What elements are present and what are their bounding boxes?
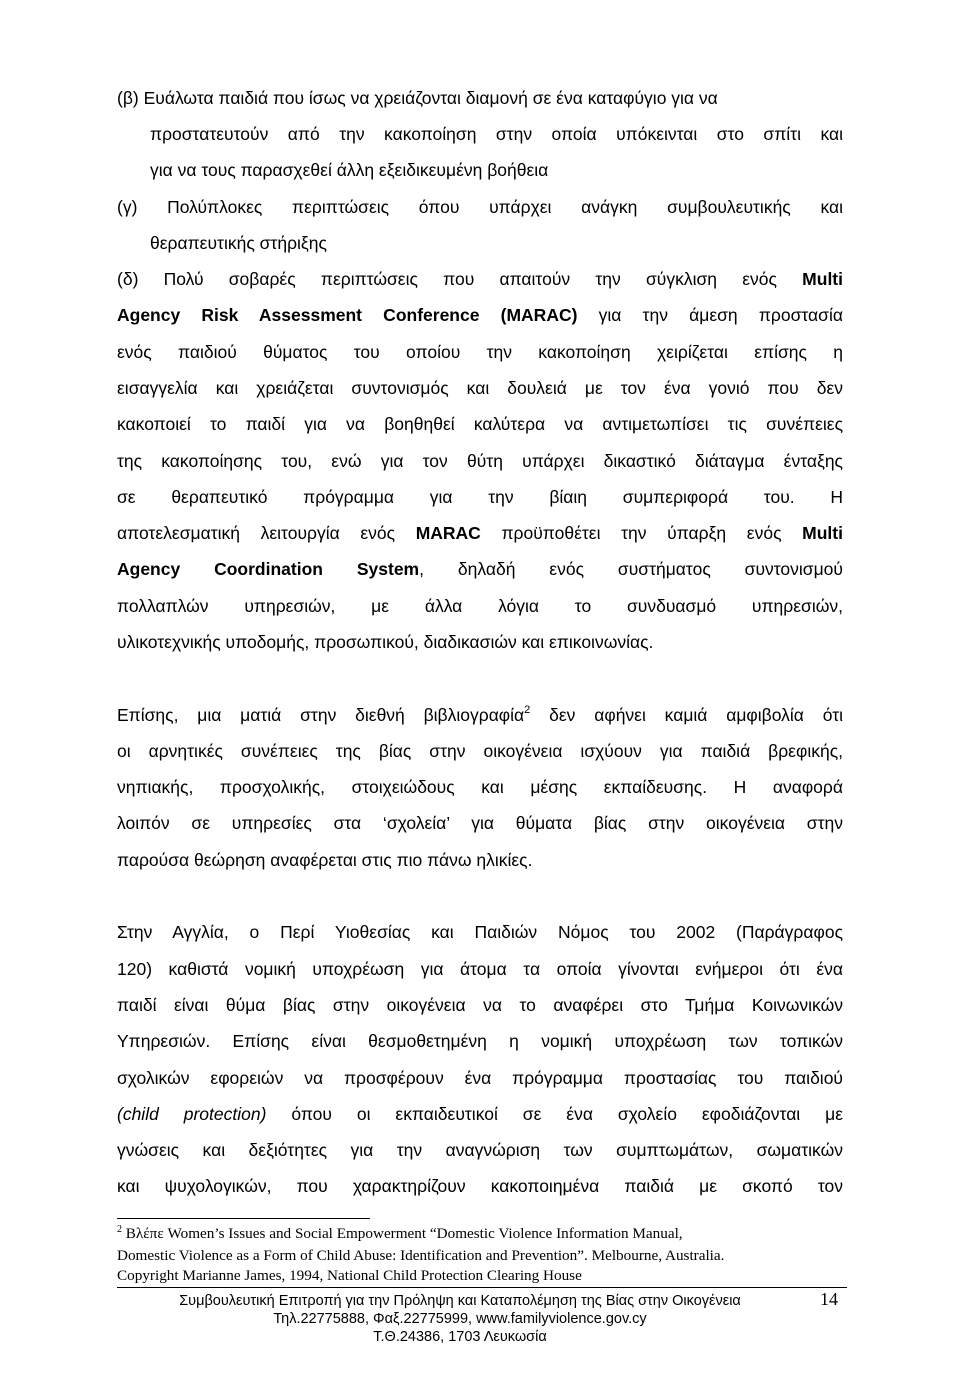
text-line	[117, 303, 843, 327]
text-span: Υπηρεσιών. Επίσης είναι θεσμοθετημένη η νομική υποχρέωση των τοπικών	[117, 1031, 843, 1051]
text-span: για να τους παρασχεθεί άλλη εξειδικευμένη βοήθεια	[150, 160, 549, 180]
text-span: προστατευτούν από την κακοποίηση στην οποία υπόκεινται στο σπίτι και	[150, 124, 843, 144]
text-span: οι αρνητικές συνέπειες της βίας στην οικογένεια ισχύουν για παιδιά βρεφικής,	[117, 741, 843, 761]
footnote-text: Domestic Violence as a Form of Child Abuse: Identification and Prevention”. Melbourne, Australia.	[117, 1247, 725, 1264]
text-span: πολλαπλών υπηρεσιών, με άλλα λόγια το συνδυασμό υπηρεσιών,	[117, 596, 843, 616]
text-span: για την άμεση προστασία	[598, 305, 843, 325]
text-line	[117, 485, 843, 509]
text-span: λοιπόν σε υπηρεσίες στα ‘σχολεία’ για θύματα βίας στην οικογένεια στην	[117, 813, 843, 833]
text-span: παιδί είναι θύμα βίας στην οικογένεια να το αναφέρει στο Τμήμα Κοινωνικών	[117, 995, 843, 1015]
footnote-separator	[117, 1218, 370, 1219]
text-span: (γ) Πολύπλοκες περιπτώσεις όπου υπάρχει ανάγκη συμβουλευτικής και	[117, 197, 843, 217]
text-line	[117, 557, 843, 581]
text-span: αποτελεσματική λειτουργία ενός	[117, 523, 396, 543]
text-line	[117, 195, 843, 219]
text-span: υλικοτεχνικής υποδομής, προσωπικού, διαδικασιών και επικοινωνίας.	[117, 632, 654, 652]
footer-separator	[117, 1287, 847, 1288]
text-span: σχολικών εφορειών να προσφέρουν ένα πρόγραμμα προστασίας του παιδιού	[117, 1068, 843, 1088]
footnote-mark: 2	[117, 1224, 122, 1235]
text-line	[117, 267, 843, 291]
bold-term: Agency Coordination System	[117, 559, 420, 579]
text-line	[117, 775, 843, 799]
footnote-line	[117, 1246, 843, 1266]
text-line	[117, 449, 843, 473]
text-span: νηπιακής, προσχολικής, στοιχειώδους και μέσης εκπαίδευσης. Η αναφορά	[117, 777, 843, 797]
footer-contact: Τηλ.22775888, Φαξ.22775999, www.familyviolence.gov.cy	[273, 1311, 647, 1327]
footnote-text: Copyright Marianne James, 1994, National Child Protection Clearing House	[117, 1267, 582, 1284]
text-span: Επίσης, μια ματιά στην διεθνή βιβλιογραφία	[117, 705, 525, 725]
footnote-text: Βλέπε Women’s Issues and Social Empowerment “Domestic Violence Information Manual,	[122, 1225, 683, 1242]
text-span: σε θεραπευτικό πρόγραμμα για την βίαιη συμπεριφορά του. Η	[117, 487, 843, 507]
text-span: προϋποθέτει την ύπαρξη ενός	[501, 523, 782, 543]
footnote-line	[117, 1266, 843, 1286]
text-line	[117, 1029, 843, 1053]
text-span: δεν αφήνει καμιά αμφιβολία ότι	[530, 705, 843, 725]
text-span: και ψυχολογικών, που χαρακτηρίζουν κακοποιημένα παιδιά με σκοπό τον	[117, 1176, 843, 1196]
text-line	[117, 1138, 843, 1162]
page-number: 14	[820, 1289, 838, 1309]
text-span: ενός παιδιού θύματος του οποίου την κακοποίηση χειρίζεται επίσης η	[117, 342, 843, 362]
text-line	[117, 811, 843, 835]
text-line	[117, 594, 843, 618]
text-span: της κακοποίησης του, ενώ για τον θύτη υπάρχει δικαστικό διάταγμα ένταξης	[117, 451, 843, 471]
text-span: γνώσεις και δεξιότητες για την αναγνώριση των συμπτωμάτων, σωματικών	[117, 1140, 843, 1160]
text-line	[117, 340, 843, 364]
text-line	[117, 1174, 843, 1198]
text-span: , δηλαδή ενός συστήματος συντονισμού	[419, 559, 843, 579]
bold-term: MARAC	[415, 523, 481, 543]
text-line	[150, 231, 843, 255]
text-span: (δ) Πολύ σοβαρές περιπτώσεις που απαιτούν την σύγκλιση ενός	[117, 269, 777, 289]
text-line	[117, 920, 843, 944]
text-line	[117, 739, 843, 763]
text-line	[117, 521, 843, 545]
bold-term: Multi	[802, 523, 843, 543]
italic-term: (child protection)	[117, 1104, 267, 1124]
bold-term: Multi	[802, 269, 843, 289]
text-line	[117, 848, 843, 872]
text-span: θεραπευτικής στήριξης	[150, 233, 327, 253]
footnote-reference[interactable]: 2	[524, 704, 531, 716]
text-line	[117, 957, 843, 981]
text-line	[117, 86, 843, 110]
text-line	[150, 122, 843, 146]
bold-term: Agency Risk Assessment Conference (MARAC)	[117, 305, 578, 325]
footer-org: Συμβουλευτική Επιτροπή για την Πρόληψη και Καταπολέμηση της Βίας στην Οικογένεια	[179, 1293, 741, 1309]
text-line	[117, 1102, 843, 1126]
text-line	[117, 630, 843, 654]
text-span: 120) καθιστά νομική υποχρέωση για άτομα τα οποία γίνονται ενήμεροι ότι ένα	[117, 959, 843, 979]
text-span: (β) Ευάλωτα παιδιά που ίσως να χρειάζονται διαμονή σε ένα καταφύγιο για να	[117, 88, 718, 108]
text-span: παρούσα θεώρηση αναφέρεται στις πιο πάνω ηλικίες.	[117, 850, 533, 870]
text-span: κακοποιεί το παιδί για να βοηθηθεί καλύτερα να αντιμετωπίσει τις συνέπειες	[117, 414, 843, 434]
footnote-line	[117, 1224, 843, 1244]
text-span: Στην Αγγλία, ο Περί Υιοθεσίας και Παιδιών Νόμος του 2002 (Παράγραφος	[117, 922, 843, 942]
text-line	[117, 376, 843, 400]
text-line	[117, 993, 843, 1017]
text-line	[117, 412, 843, 436]
text-span: όπου οι εκπαιδευτικοί σε ένα σχολείο εφοδιάζονται με	[266, 1104, 843, 1124]
text-span: εισαγγελία και χρειάζεται συντονισμός και δουλειά με τον ένα γονιό που δεν	[117, 378, 843, 398]
text-line	[117, 703, 843, 727]
text-line	[117, 1066, 843, 1090]
footer-address: Τ.Θ.24386, 1703 Λευκωσία	[373, 1329, 547, 1345]
text-line	[150, 158, 843, 182]
